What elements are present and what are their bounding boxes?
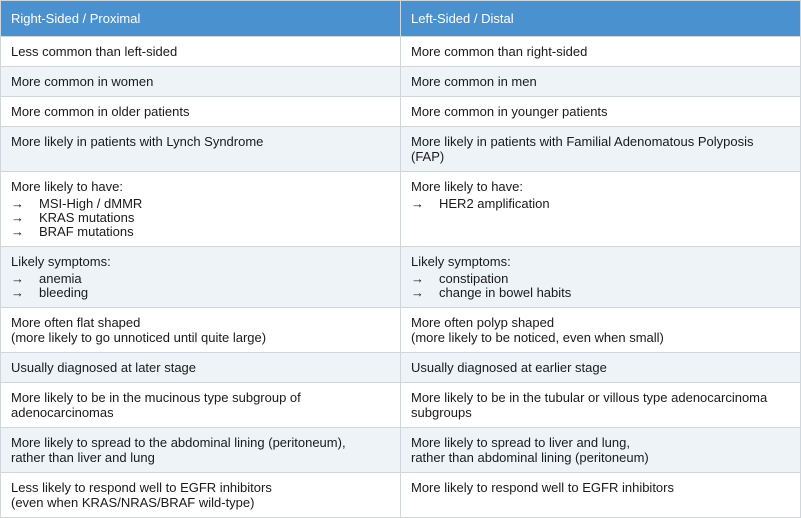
cell-right-sided [1, 383, 401, 428]
cell-right-sided [1, 353, 401, 383]
cell-text: Likely symptoms: [411, 254, 511, 269]
bullet-text: anemia [39, 271, 82, 286]
bullet-list [11, 197, 390, 239]
cell-text: subgroups [411, 405, 472, 420]
cell-text: More likely to have: [11, 179, 123, 194]
cell-text: More common in younger patients [411, 104, 608, 119]
arrow-right-icon: → [411, 285, 424, 300]
table-row [1, 37, 801, 67]
cell-text: rather than abdominal lining (peritoneum) [411, 450, 649, 465]
cell-text: More likely to spread to the abdominal lining (peritoneum), [11, 435, 346, 450]
table-row [1, 247, 801, 308]
cell-text: More likely in patients with Lynch Syndrome [11, 134, 264, 149]
header-left-sided: Left-Sided / Distal [401, 1, 801, 37]
table-row [1, 428, 801, 473]
cell-right-sided [1, 172, 401, 247]
table-row [1, 97, 801, 127]
cell-text: (more likely to be noticed, even when small) [411, 330, 664, 345]
cell-left-sided [401, 97, 801, 127]
cell-left-sided [401, 383, 801, 428]
cell-left-sided [401, 37, 801, 67]
cell-left-sided [401, 353, 801, 383]
cell-left-sided [401, 428, 801, 473]
bullet-text: bleeding [39, 285, 89, 300]
table-row [1, 308, 801, 353]
cell-text: More often flat shaped [11, 315, 141, 330]
cell-text: More likely to spread to liver and lung, [411, 435, 630, 450]
bullet-text: KRAS mutations [39, 210, 135, 225]
table-row [1, 127, 801, 172]
table-row [1, 172, 801, 247]
cell-text: More likely to have: [411, 179, 523, 194]
cell-text: More often polyp shaped [411, 315, 555, 330]
cell-left-sided [401, 67, 801, 97]
cell-text: adenocarcinomas [11, 405, 114, 420]
cell-text: rather than liver and lung [11, 450, 155, 465]
cell-right-sided [1, 473, 401, 518]
cell-left-sided [401, 308, 801, 353]
bullet-list [411, 272, 790, 300]
bullet-text: HER2 amplification [439, 196, 550, 211]
cell-text: More likely to be in the tubular or villous type adenocarcinoma [411, 390, 768, 405]
table-row [1, 473, 801, 518]
cell-right-sided [1, 97, 401, 127]
cell-text: Likely symptoms: [11, 254, 111, 269]
cell-text: More likely in patients with Familial Adenomatous Polyposis (FAP) [411, 134, 754, 164]
table-row [1, 383, 801, 428]
bullet-item [411, 286, 790, 300]
cell-right-sided [1, 37, 401, 67]
bullet-text: BRAF mutations [39, 224, 134, 239]
bullet-item [411, 272, 790, 286]
table-row [1, 353, 801, 383]
bullet-item [411, 197, 790, 211]
bullet-text: change in bowel habits [439, 285, 572, 300]
cell-text: More common in men [411, 74, 537, 89]
cell-text: (even when KRAS/NRAS/BRAF wild-type) [11, 495, 255, 510]
arrow-right-icon: → [411, 271, 424, 286]
bullet-item [11, 197, 390, 211]
cell-left-sided [401, 247, 801, 308]
arrow-right-icon: → [11, 196, 24, 211]
cell-text: Usually diagnosed at later stage [11, 360, 197, 375]
bullet-list [11, 272, 390, 300]
cell-right-sided [1, 127, 401, 172]
cell-text: More common in women [11, 74, 154, 89]
cell-text: Usually diagnosed at earlier stage [411, 360, 607, 375]
header-right-sided: Right-Sided / Proximal [1, 1, 401, 37]
table-body [1, 37, 801, 518]
bullet-list [411, 197, 790, 211]
header-row [1, 1, 801, 37]
bullet-item [11, 286, 390, 300]
arrow-right-icon: → [411, 196, 424, 211]
cell-right-sided [1, 428, 401, 473]
arrow-right-icon: → [11, 210, 24, 225]
arrow-right-icon: → [11, 224, 24, 239]
arrow-right-icon: → [11, 285, 24, 300]
table-row [1, 67, 801, 97]
cell-right-sided [1, 247, 401, 308]
cell-left-sided [401, 127, 801, 172]
bullet-item [11, 211, 390, 225]
bullet-item [11, 225, 390, 239]
cell-text: More common in older patients [11, 104, 190, 119]
cell-text: (more likely to go unnoticed until quite large) [11, 330, 267, 345]
bullet-item [11, 272, 390, 286]
cell-text: Less likely to respond well to EGFR inhibitors [11, 480, 272, 495]
cell-right-sided [1, 308, 401, 353]
arrow-right-icon: → [11, 271, 24, 286]
bullet-text: constipation [439, 271, 509, 286]
cell-text: More likely to respond well to EGFR inhibitors [411, 480, 674, 495]
cell-right-sided [1, 67, 401, 97]
cell-text: More likely to be in the mucinous type subgroup of [11, 390, 301, 405]
cell-left-sided [401, 473, 801, 518]
cell-text: More common than right-sided [411, 44, 588, 59]
cell-text: Less common than left-sided [11, 44, 178, 59]
bullet-text: MSI-High / dMMR [39, 196, 143, 211]
cell-left-sided [401, 172, 801, 247]
